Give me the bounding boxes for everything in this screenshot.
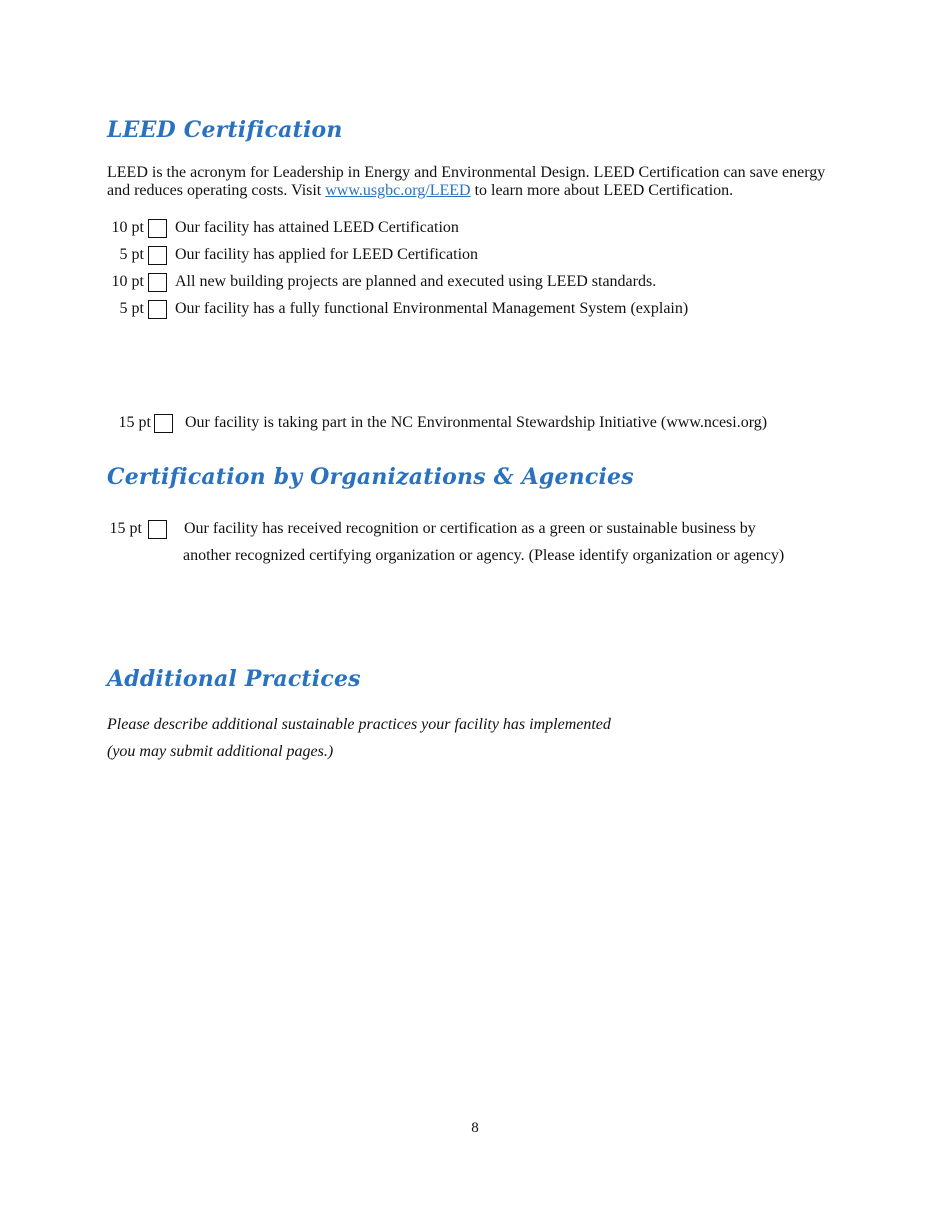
points-label: 5 pt: [119, 246, 144, 263]
certification-checkbox[interactable]: [148, 520, 167, 539]
option-label: Our facility has attained LEED Certification: [175, 219, 459, 236]
points-label: 15 pt: [118, 414, 151, 431]
option-label: Our facility has a fully functional Environmental Management System (explain): [175, 300, 689, 317]
leed-attained-checkbox[interactable]: [148, 219, 167, 238]
leed-standards-checkbox[interactable]: [148, 273, 167, 292]
leed-option-row: [107, 272, 807, 294]
ncesi-checkbox[interactable]: [154, 414, 173, 433]
certification-option-row: [107, 519, 847, 573]
ems-checkbox[interactable]: [148, 300, 167, 319]
additional-practices-heading: Additional Practices: [107, 666, 361, 692]
option-label: Our facility has applied for LEED Certification: [175, 246, 479, 263]
option-label: Our facility is taking part in the NC Environmental Stewardship Initiative (www.ncesi.org): [185, 414, 768, 431]
points-label: 10 pt: [111, 273, 144, 290]
certification-heading: Certification by Organizations & Agencies: [107, 464, 634, 490]
leed-intro: [107, 164, 847, 200]
points-label: 5 pt: [119, 300, 144, 317]
page-number: 8: [471, 1120, 479, 1136]
certification-label-line1: Our facility has received recognition or certification as a green or sustainable business by: [184, 520, 756, 537]
leed-intro-text-end: to learn more about LEED Certification.: [470, 182, 734, 199]
leed-heading: LEED Certification: [107, 117, 343, 143]
leed-applied-checkbox[interactable]: [148, 246, 167, 265]
points-label: 15 pt: [109, 520, 142, 537]
leed-option-row: [107, 299, 807, 321]
additional-practices-instruction: Please describe additional sustainable practices your facility has implemented: [107, 716, 611, 733]
leed-intro-text: LEED is the acronym for Leadership in Energy and Environmental Design. LEED Certification can save energy and reduces operating costs. Visit: [107, 164, 826, 199]
additional-practices-note: (you may submit additional pages.): [107, 743, 334, 760]
leed-option-row: [107, 245, 807, 267]
leed-option-row: [107, 218, 807, 240]
points-label: 10 pt: [111, 219, 144, 236]
option-label: All new building projects are planned and executed using LEED standards.: [175, 273, 657, 290]
certification-label-line2: another recognized certifying organization or agency. (Please identify organization or agency): [183, 547, 785, 564]
usgbc-link[interactable]: www.usgbc.org/LEED: [325, 182, 471, 199]
ncesi-option-row: [116, 413, 836, 435]
